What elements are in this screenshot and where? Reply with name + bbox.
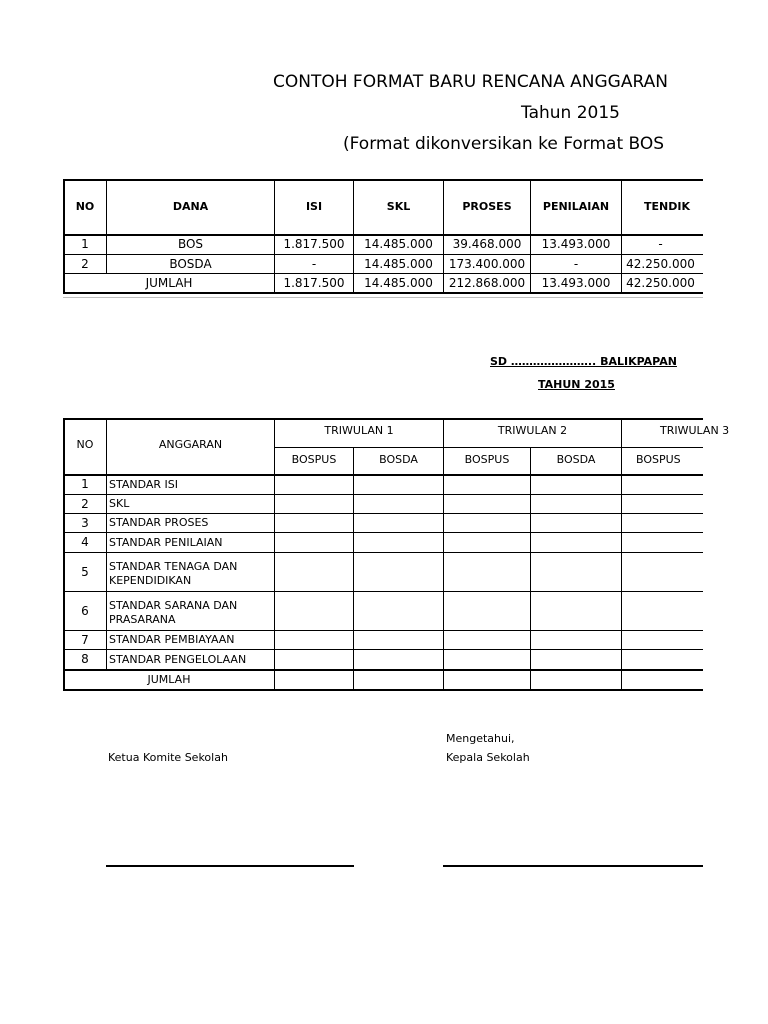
total-tendik: 42.250.000 [626, 276, 695, 290]
header-isi: ISI [305, 200, 323, 213]
cell-no: 1 [81, 237, 89, 251]
subheader-bospus-3: BOSPUS [636, 453, 681, 466]
header-triwulan-1: TRIWULAN 1 [324, 424, 394, 437]
row-no: 5 [81, 565, 89, 579]
header-penilaian: PENILAIAN [542, 200, 610, 213]
row-no: 8 [81, 652, 89, 666]
header-dana: DANA [172, 200, 209, 213]
cell-tendik: - [658, 237, 663, 251]
cell-skl: 14.485.000 [364, 237, 433, 251]
signature-right-role: Kepala Sekolah [446, 751, 530, 764]
cell-isi: 1.817.500 [283, 237, 345, 251]
row-no: 7 [81, 633, 89, 647]
total-skl: 14.485.000 [364, 276, 433, 290]
cell-dana: BOS [177, 237, 204, 251]
document-title: CONTOH FORMAT BARU RENCANA ANGGARAN [273, 72, 668, 92]
cell-proses: 173.400.000 [448, 257, 526, 271]
row-anggaran: STANDAR PROSES [109, 516, 209, 529]
row-anggaran-cont: KEPENDIDIKAN [109, 574, 192, 587]
school-name: SD ………………….. BALIKPAPAN [490, 355, 677, 368]
row-no: 4 [81, 535, 89, 549]
row-anggaran: STANDAR ISI [109, 478, 179, 491]
header-proses: PROSES [462, 200, 512, 213]
row-anggaran-cont: PRASARANA [109, 613, 176, 626]
subheader-bospus-1: BOSPUS [291, 453, 337, 466]
header-anggaran: ANGGARAN [158, 438, 223, 451]
total-isi: 1.817.500 [283, 276, 345, 290]
cell-penilaian: 13.493.000 [541, 237, 611, 251]
signature-right-pre: Mengetahui, [446, 732, 515, 745]
total-penilaian: 13.493.000 [541, 276, 611, 290]
cell-isi: - [311, 257, 317, 271]
cell-dana: BOSDA [169, 257, 212, 271]
cell-tendik: 42.250.000 [626, 257, 695, 271]
row-anggaran: STANDAR PENGELOLAAN [109, 653, 247, 666]
header-triwulan-2: TRIWULAN 2 [497, 424, 568, 437]
total-label: JUMLAH [145, 276, 193, 290]
document-subtitle: (Format dikonversikan ke Format BOS [343, 134, 665, 154]
total-proses: 212.868.000 [448, 276, 526, 290]
report-year: TAHUN 2015 [538, 378, 615, 391]
subheader-bosda-2: BOSDA [556, 453, 596, 466]
signature-line-right [443, 865, 703, 867]
header-no: NO [75, 200, 95, 213]
subheader-bosda-1: BOSDA [379, 453, 418, 466]
cell-no: 2 [81, 257, 89, 271]
header-no: NO [76, 438, 94, 451]
row-no: 3 [81, 516, 89, 530]
header-skl: SKL [386, 200, 411, 213]
header-tendik: TENDIK [644, 200, 690, 213]
total-label: JUMLAH [147, 673, 191, 686]
cell-skl: 14.485.000 [364, 257, 433, 271]
cell-penilaian: - [573, 257, 579, 271]
row-anggaran: SKL [109, 497, 130, 510]
row-anggaran: STANDAR TENAGA DAN [109, 560, 238, 573]
subheader-bospus-2: BOSPUS [464, 453, 510, 466]
document-year: Tahun 2015 [521, 103, 620, 123]
signature-line-left [106, 865, 354, 867]
cell-proses: 39.468.000 [452, 237, 522, 251]
row-anggaran: STANDAR PENILAIAN [109, 536, 223, 549]
header-triwulan-3: TRIWULAN 3 [660, 424, 730, 437]
signature-left-role: Ketua Komite Sekolah [108, 751, 228, 764]
row-no: 6 [81, 604, 89, 618]
row-no: 1 [81, 477, 89, 491]
row-no: 2 [81, 497, 89, 511]
row-anggaran: STANDAR PEMBIAYAAN [109, 633, 235, 646]
row-anggaran: STANDAR SARANA DAN [109, 599, 238, 612]
